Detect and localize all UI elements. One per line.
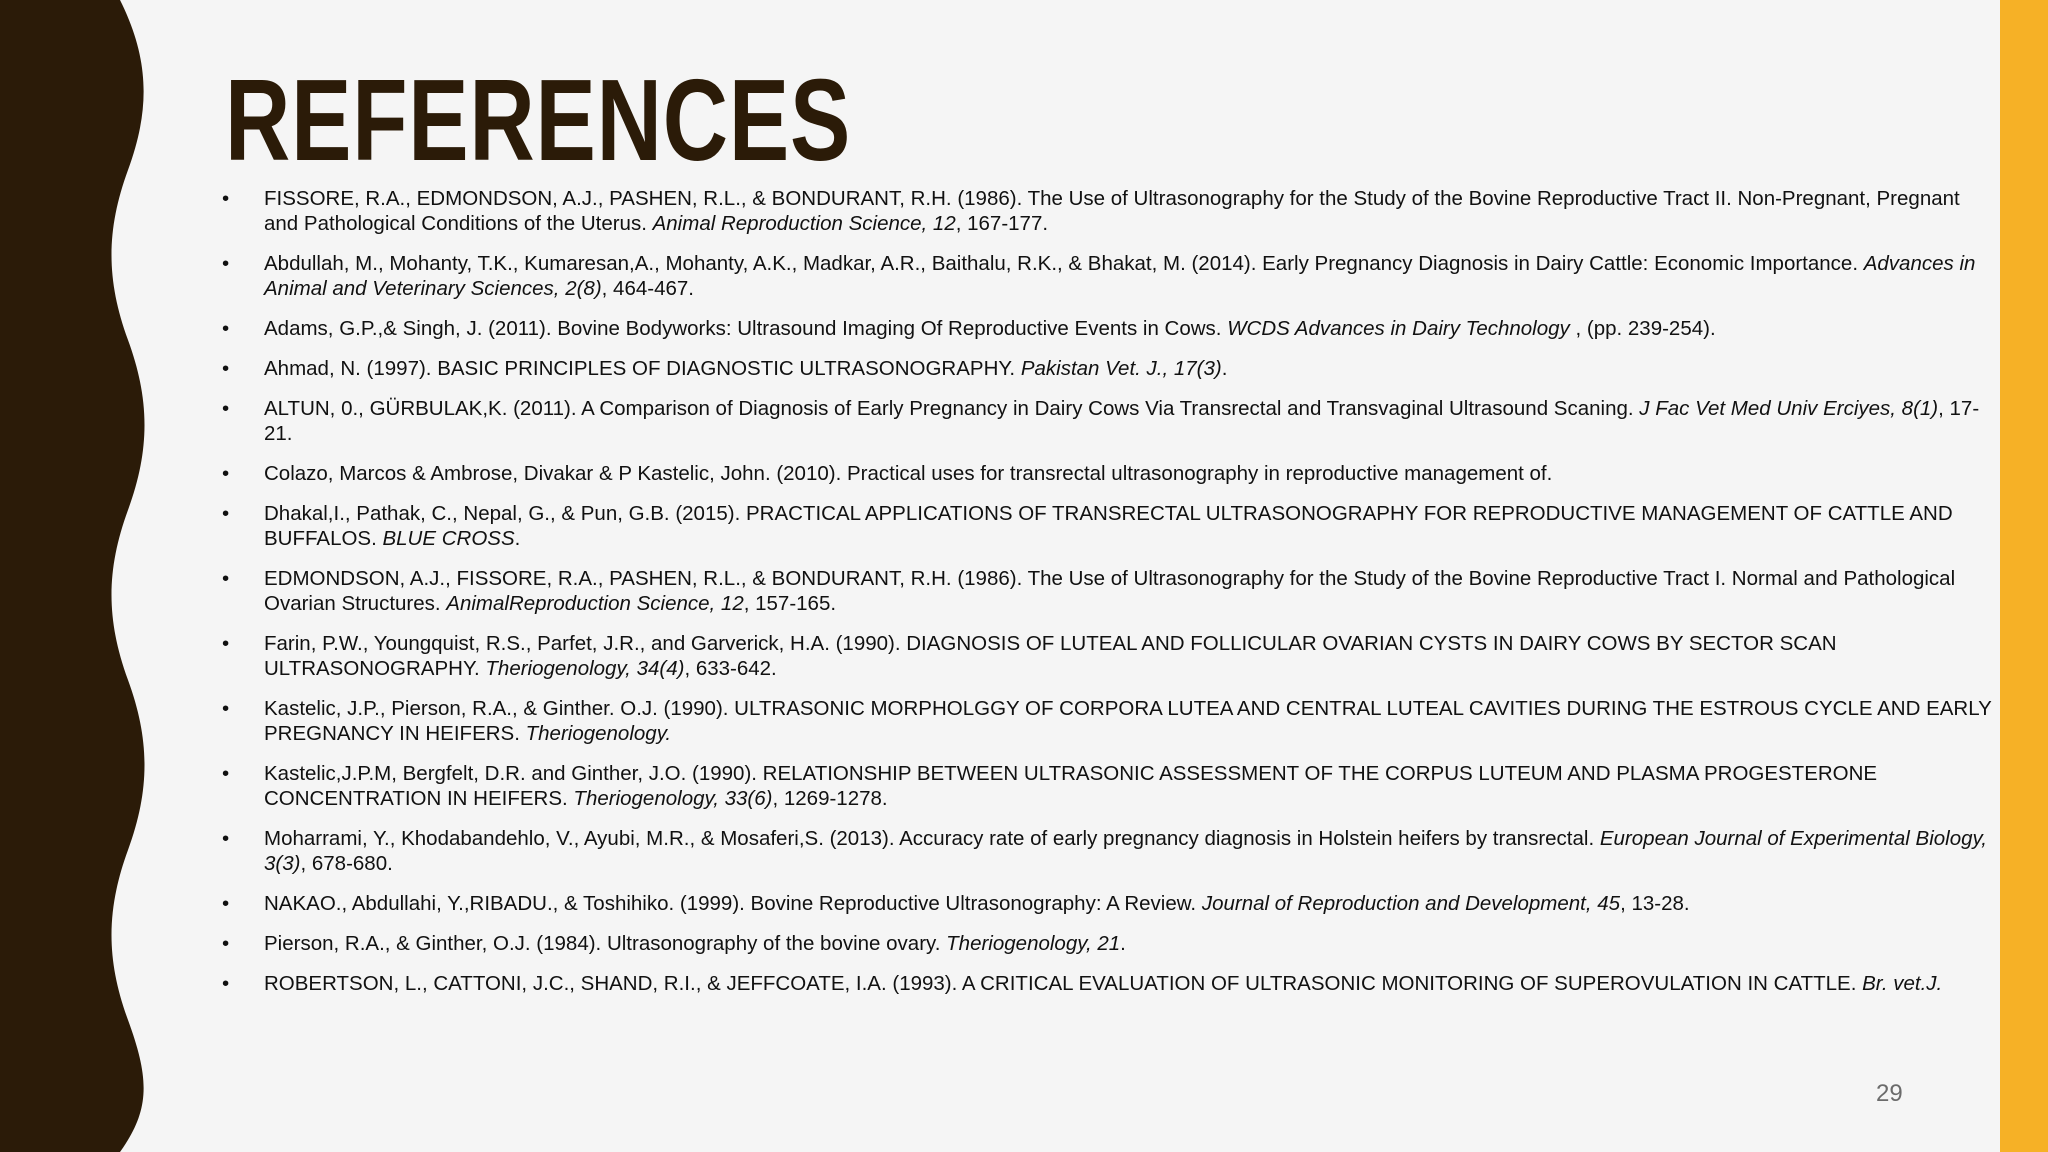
page-title: REFERENCES [225,55,852,185]
reference-item [222,461,1992,486]
reference-pages: , 678-680. [300,852,393,875]
reference-text: ALTUN, 0., GÜRBULAK,K. (2011). A Comparison of Diagnosis of Early Pregnancy in Dairy Cows Via Transrectal and Transvaginal Ultrasound Scaning. [264,397,1640,420]
reference-pages: . [514,527,521,550]
reference-text: Colazo, Marcos & Ambrose, Divakar & P Kastelic, John. (2010). Practical uses for transrectal ultrasonography in reproductive management of. [264,462,1553,485]
reference-source: WCDS Advances in Dairy Technology [1227,317,1570,340]
reference-item [222,971,1992,996]
reference-text: Pierson, R.A., & Ginther, O.J. (1984). Ultrasonography of the bovine ovary. [264,932,947,955]
reference-source: J Fac Vet Med Univ Erciyes, 8(1) [1639,397,1939,420]
reference-text: FISSORE, R.A., EDMONDSON, A.J., PASHEN, R.L., & BONDURANT, R.H. (1986). The Use of Ultrasonography for the Study of the Bovine Reproductive Tract II. Non-Pregnant, Pregnant and Pathological Conditions of the Uterus. [264,187,1960,235]
reference-source: Theriogenology, 34(4) [485,657,685,680]
reference-item [222,186,1992,236]
reference-item [222,501,1992,551]
reference-text: Moharrami, Y., Khodabandehlo, V., Ayubi, M.R., & Mosaferi,S. (2013). Accuracy rate of early pregnancy diagnosis in Holstein heifers by transrectal. [264,827,1600,850]
reference-pages: , 157-165. [743,592,837,615]
reference-text: Ahmad, N. (1997). BASIC PRINCIPLES OF DIAGNOSTIC ULTRASONOGRAPHY. [264,357,1021,380]
reference-source: Pakistan Vet. J., 17(3) [1020,357,1222,380]
reference-pages: . [1120,932,1126,955]
reference-source: Theriogenology, 33(6) [573,787,773,810]
reference-pages: , 17-21. [264,397,1980,445]
reference-list [222,186,1992,1011]
reference-source: Theriogenology, 21 [946,932,1121,955]
reference-item [222,396,1992,446]
reference-text: Abdullah, M., Mohanty, T.K., Kumaresan,A., Mohanty, A.K., Madkar, A.R., Baithalu, R.K., & Bhakat, M. (2014). Early Pregnancy Diagnosis in Dairy Cattle: Economic Importance. [264,252,1864,275]
reference-item [222,826,1992,876]
reference-text: Adams, G.P.,& Singh, J. (2011). Bovine Bodyworks: Ultrasound Imaging Of Reproductive Events in Cows. [264,317,1228,340]
reference-source: Theriogenology. [525,722,672,745]
reference-source: BLUE CROSS [382,527,515,550]
reference-item [222,566,1992,616]
reference-pages: , 13-28. [1620,892,1690,915]
reference-text: NAKAO., Abdullahi, Y.,RIBADU., & Toshihiko. (1999). Bovine Reproductive Ultrasonography: A Review. [264,892,1202,915]
reference-source: Animal Reproduction Science, 12 [652,212,956,235]
reference-source: European Journal of Experimental Biology, 3(3) [264,827,1987,875]
reference-pages: , (pp. 239-254). [1569,317,1716,340]
reference-item [222,356,1992,381]
reference-text: Farin, P.W., Youngquist, R.S., Parfet, J.R., and Garverick, H.A. (1990). DIAGNOSIS OF LUTEAL AND FOLLICULAR OVARIAN CYSTS IN DAIRY COWS BY SECTOR SCAN ULTRASONOGRAPHY. [264,632,1837,680]
reference-source: AnimalReproduction Science, 12 [446,592,744,615]
reference-text: EDMONDSON, A.J., FISSORE, R.A., PASHEN, R.L., & BONDURANT, R.H. (1986). The Use of Ultrasonography for the Study of the Bovine Reproductive Tract I. Normal and Pathological Ovarian Structures. [264,567,1956,615]
reference-text: Dhakal,I., Pathak, C., Nepal, G., & Pun, G.B. (2015). PRACTICAL APPLICATIONS OF TRANSRECTAL ULTRASONOGRAPHY FOR REPRODUCTIVE MANAGEMENT OF CATTLE AND BUFFALOS. [264,502,1953,550]
reference-text: ROBERTSON, L., CATTONI, J.C., SHAND, R.I., & JEFFCOATE, I.A. (1993). A CRITICAL EVALUATION OF ULTRASONIC MONITORING OF SUPEROVULATION IN CATTLE. [264,972,1863,995]
reference-item [222,631,1992,681]
wave-band [0,0,145,1152]
right-accent-bar [2000,0,2048,1152]
reference-pages: , 167-177. [955,212,1049,235]
reference-item [222,761,1992,811]
left-wave-decoration [0,0,160,1152]
reference-item [222,891,1992,916]
reference-pages: . [1221,357,1228,380]
reference-source: Br. vet.J. [1862,972,1943,995]
page-number: 29 [1876,1080,1903,1107]
reference-source: Advances in Animal and Veterinary Sciences, 2(8) [264,252,1976,300]
reference-pages: , 633-642. [684,657,777,680]
reference-item [222,251,1992,301]
reference-text: Kastelic, J.P., Pierson, R.A., & Ginther. O.J. (1990). ULTRASONIC MORPHOLGGY OF CORPORA LUTEA AND CENTRAL LUTEAL CAVITIES DURING THE ESTROUS CYCLE AND EARLY PREGNANCY IN HEIFERS. [264,697,1992,745]
reference-item [222,696,1992,746]
reference-item [222,931,1992,956]
reference-pages: , 464-467. [601,277,694,300]
reference-source: Journal of Reproduction and Development, 45 [1201,892,1621,915]
reference-text: Kastelic,J.P.M, Bergfelt, D.R. and Ginther, J.O. (1990). RELATIONSHIP BETWEEN ULTRASONIC ASSESSMENT OF THE CORPUS LUTEUM AND PLASMA PROGESTERONE CONCENTRATION IN HEIFERS. [264,762,1878,810]
reference-pages: , 1269-1278. [772,787,888,810]
reference-item [222,316,1992,341]
